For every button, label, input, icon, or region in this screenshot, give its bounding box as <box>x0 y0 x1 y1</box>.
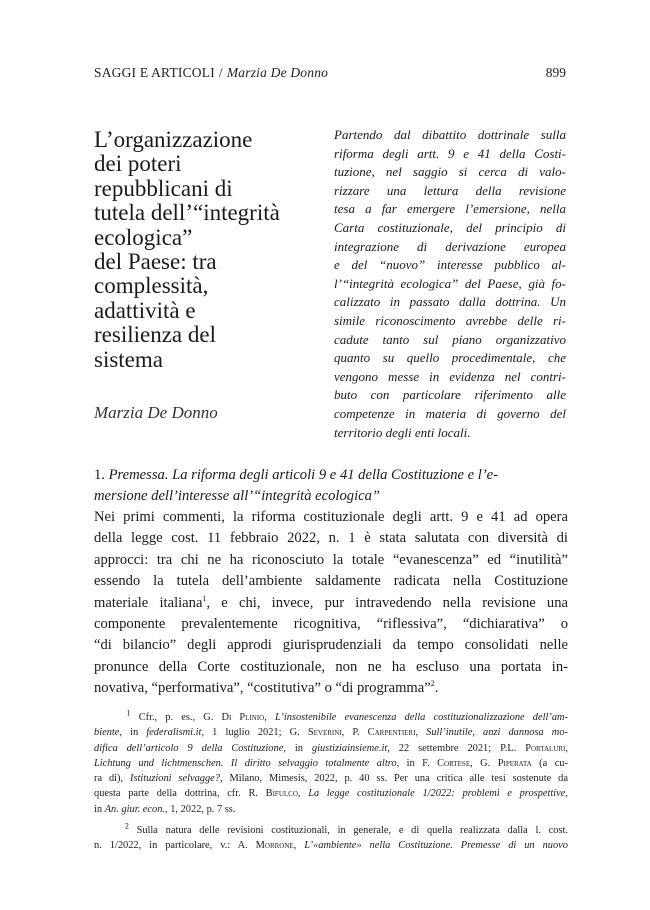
running-head <box>94 65 328 81</box>
abstract-line: rizzare una lettura della revisione <box>334 182 566 198</box>
footnote-2 <box>94 823 568 854</box>
abstract-line: calizzato in passato dalla dottrina. Un <box>334 294 566 310</box>
abstract-line: quanto su quello procedimentale, che <box>334 350 566 366</box>
abstract-line: l’“integrità ecologica” del Paese, già fo- <box>334 275 566 291</box>
footnote-line: biente, in federalismi.it, 1 luglio 2021; G. Severini, P. Carpentieri, Sull’inutile, anzi dannosa mo- <box>94 727 568 739</box>
section-subtitle-cont: mersione dell’interesse all’“integrità ecologica” <box>94 488 381 505</box>
body-line: materiale italiana$^1$, e chi, invece, pur intravedendo nella revisione una <box>94 593 568 611</box>
abstract-line: tesa a far emergere l’emersione, nella <box>334 201 566 217</box>
running-head-section: SAGGI E ARTICOLI <box>94 65 215 80</box>
abstract-line: integrazione di derivazione europea <box>334 238 566 254</box>
footnote-line: in An. giur. econ., 1, 2022, p. 7 ss. <box>94 803 236 815</box>
abstract-line: riforma degli artt. 9 e 41 della Costi- <box>334 145 566 161</box>
abstract-line: simile riconoscimento avrebbe delle ri- <box>334 312 566 328</box>
footnote-line: $^2$ Sulla natura delle revisioni costituzionali, in generale, e di quella realizzata dalla l. cost. <box>124 821 568 837</box>
title-line: complessità, <box>94 273 209 299</box>
page-number: 899 <box>545 65 566 80</box>
body-line: approcci: tra chi ne ha riconosciuto la totale “evanescenza” ed “inutilità” <box>94 551 568 568</box>
abstract-line: buto con particolare riferimento alle <box>334 387 566 403</box>
footnote-line: ra di), Istituzioni selvagge?, Milano, Mimesis, 2022, p. 40 ss. Per una critica alle tesi sostenute da <box>94 773 568 785</box>
title-line: del Paese: tra <box>94 249 217 275</box>
body-line: componente prevalentemente ricognitiva, “riflessiva”, “dichiarativa” o <box>94 616 568 633</box>
running-head-separator: / <box>218 65 223 80</box>
abstract <box>334 126 566 442</box>
title-line: resilienza del <box>94 322 216 348</box>
footnote-marker: 1 <box>126 708 131 718</box>
footnote-line: difica dell’articolo 9 della Costituzione, in giustiziainsieme.it, 22 settembre 2021; P.L. Portaluri, <box>94 742 568 754</box>
title-line: adattività e <box>94 297 196 323</box>
article-author: Marzia De Donno <box>94 403 218 422</box>
footnote-ref-1[interactable]: 1 <box>202 593 207 603</box>
section-number: 1. <box>94 467 105 483</box>
body-line: Nei primi commenti, la riforma costituzionale degli artt. 9 e 41 ad opera <box>94 509 568 525</box>
body-line: essendo la tutela dell’ambiente saldamente radicata nella Costituzione <box>94 573 568 590</box>
body-line: “di bilancio” degli approdi giurisprudenziali da tempo consolidati nelle <box>94 637 568 654</box>
body-paragraph <box>94 507 568 700</box>
body-line: della legge cost. 11 febbraio 2022, n. 1 è stata salutata con diversità di <box>94 530 568 547</box>
title-line: L’organizzazione <box>94 127 253 152</box>
running-head-author: Marzia De Donno <box>226 65 329 80</box>
title-line: sistema <box>94 346 163 372</box>
abstract-line: vengono messe in evidenza nel contri- <box>334 368 566 384</box>
abstract-line: e del “nuovo” interesse pubblico al- <box>334 257 566 273</box>
footnote-1 <box>94 710 568 817</box>
section-heading <box>94 465 568 508</box>
abstract-line: Carta costituzionale, del principio di <box>334 219 566 235</box>
footnote-ref-2[interactable]: 2 <box>430 679 435 689</box>
title-line: tutela dell’“integrità <box>94 200 280 226</box>
title-line: repubblicani di <box>94 175 233 201</box>
section-subtitle: . La riforma degli articoli 9 e 41 della Costituzione e l’e- <box>164 467 499 483</box>
section-title: Premessa <box>108 467 165 483</box>
footnote-marker: 2 <box>124 821 129 831</box>
footnote-line: Lichtung und lichtmenschen. Il diritto selvaggio totalmente altro, in F. Cortese, G. Piperata (a cu- <box>94 757 568 769</box>
title-line: ecologica” <box>94 224 193 250</box>
abstract-line: Partendo dal dibattito dottrinale sulla <box>334 127 566 142</box>
article-title <box>94 128 324 372</box>
abstract-line: territorio degli enti locali. <box>334 424 471 440</box>
footnotes <box>94 710 568 854</box>
body-line: novativa, “performativa”, “costitutiva” o “di programma”$^2$. <box>94 679 439 697</box>
abstract-line: competenze in materia di governo del <box>334 405 566 421</box>
footnote-line: n. 1/2022, in particolare, v.: A. Morrone, L’«ambiente» nella Costituzione. Premesse di un nuovo <box>94 840 568 852</box>
title-line: dei poteri <box>94 151 182 177</box>
body-line: pronunce della Corte costituzionale, non ne ha escluso una portata in- <box>94 658 568 675</box>
abstract-line: tuzione, nel saggio si cerca di valo- <box>334 164 566 180</box>
footnote-line: questa parte della dottrina, cfr. R. Bifulco, La legge costituzionale 1/2022: problemi e prospettive, <box>94 788 569 800</box>
footnote-line: $^1$ Cfr., p. es., G. Di Plinio, L’insostenibile evanescenza della costituzionalizzazione dell’am- <box>126 708 568 723</box>
abstract-line: cadute tanto sul piano organizzativo <box>334 331 566 347</box>
